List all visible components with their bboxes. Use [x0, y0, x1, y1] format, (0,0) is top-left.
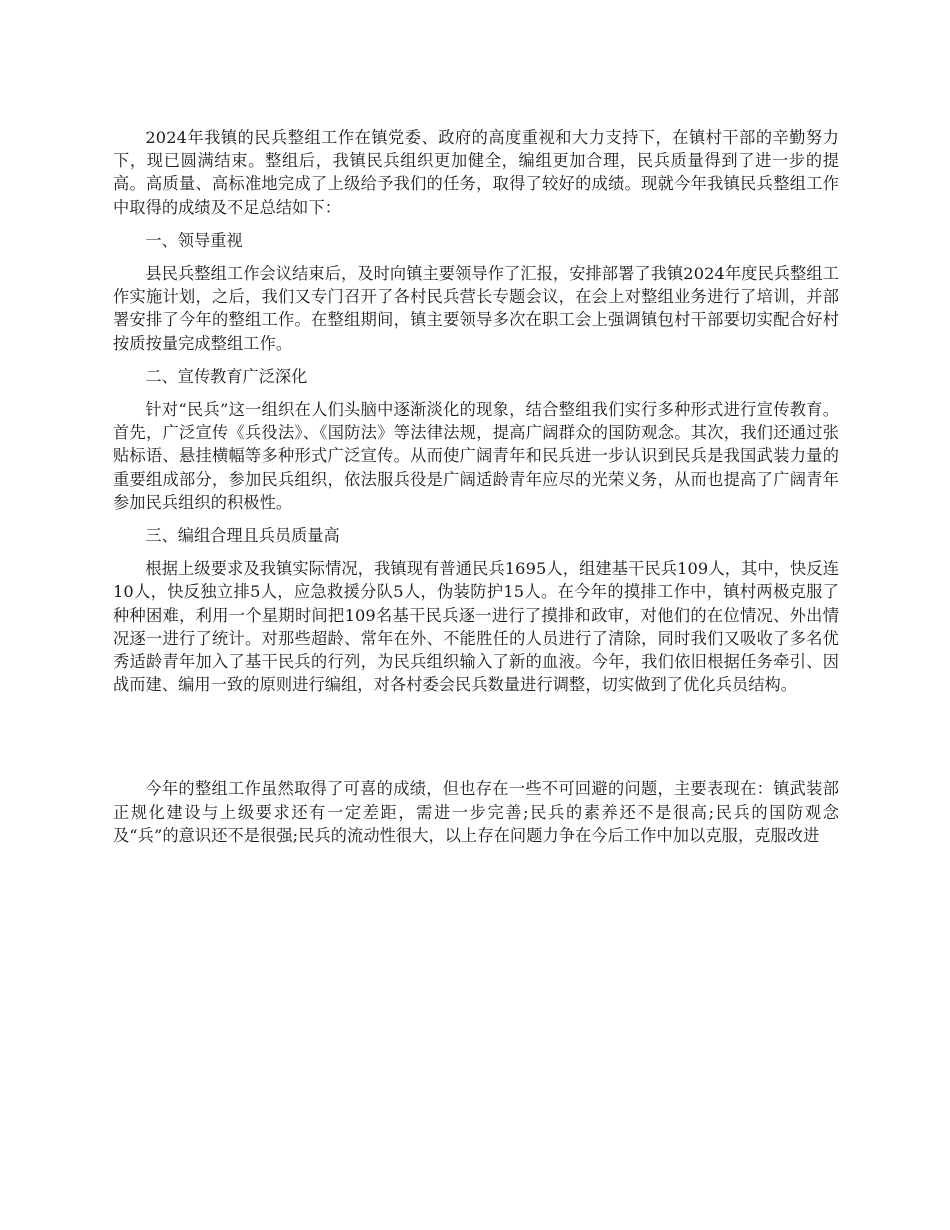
section-1-paragraph: 县民兵整组工作会议结束后，及时向镇主要领导作了汇报，安排部署了我镇2024年度民兵整组工作实施计划，之后，我们又专门召开了各村民兵营长专题会议，在会上对整组业务进行了培训，并部署安排了今年的整组工作。在整组期间，镇主要领导多次在职工会上强调镇包村干部要切实配合好村按质按量完成整组工作。	[113, 264, 839, 353]
section-heading-2: 二、宣传教育广泛深化	[145, 366, 308, 386]
section-heading-3: 三、编组合理且兵员质量高	[145, 526, 340, 546]
intro-paragraph: 2024年我镇的民兵整组工作在镇党委、政府的高度重视和大力支持下，在镇村干部的辛勤努力下，现已圆满结束。整组后，我镇民兵组织更加健全，编组更加合理，民兵质量得到了进一步的提高。高质量、高标准地完成了上级给予我们的任务，取得了较好的成绩。现就今年我镇民兵整组工作中取得的成绩及不足总结如下：	[113, 128, 839, 217]
document-body	[113, 126, 839, 847]
section-2-paragraph: 针对“民兵”这一组织在人们头脑中逐渐淡化的现象，结合整组我们实行多种形式进行宣传教育。首先，广泛宣传《兵役法》、《国防法》等法律法规，提高广阔群众的国防观念。其次，我们还通过张贴标语、悬挂横幅等多种形式广泛宣传。从而使广阔青年和民兵进一步认识到民兵是我国武装力量的重要组成部分，参加民兵组织，依法服兵役是广阔适龄青年应尽的光荣义务，从而也提高了广阔青年参加民兵组织的积极性。	[113, 400, 839, 512]
conclusion-paragraph: 今年的整组工作虽然取得了可喜的成绩，但也存在一些不可回避的问题，主要表现在：镇武装部正规化建设与上级要求还有一定差距，需进一步完善;民兵的素养还不是很高;民兵的国防观念及“兵”的意识还不是很强;民兵的流动性很大，以上存在问题力争在今后工作中加以克服，克服改进	[113, 779, 839, 845]
section-3-paragraph: 根据上级要求及我镇实际情况，我镇现有普通民兵1695人，组建基干民兵109人，其中，快反连10人，快反独立排5人，应急救援分队5人，伪装防护15人。在今年的摸排工作中，镇村两极克服了种种困难，利用一个星期时间把109名基干民兵逐一进行了摸排和政审，对他们的在位情况、外出情况逐一进行了统计。对那些超龄、常年在外、不能胜任的人员进行了清除，同时我们又吸收了多名优秀适龄青年加入了基干民兵的行列，为民兵组织输入了新的血液。今年，我们依旧根据任务牵引、因战而建、编用一致的原则进行编组，对各村委会民兵数量进行调整，切实做到了优化兵员结构。	[113, 559, 839, 695]
section-heading-1: 一、领导重视	[145, 230, 243, 250]
